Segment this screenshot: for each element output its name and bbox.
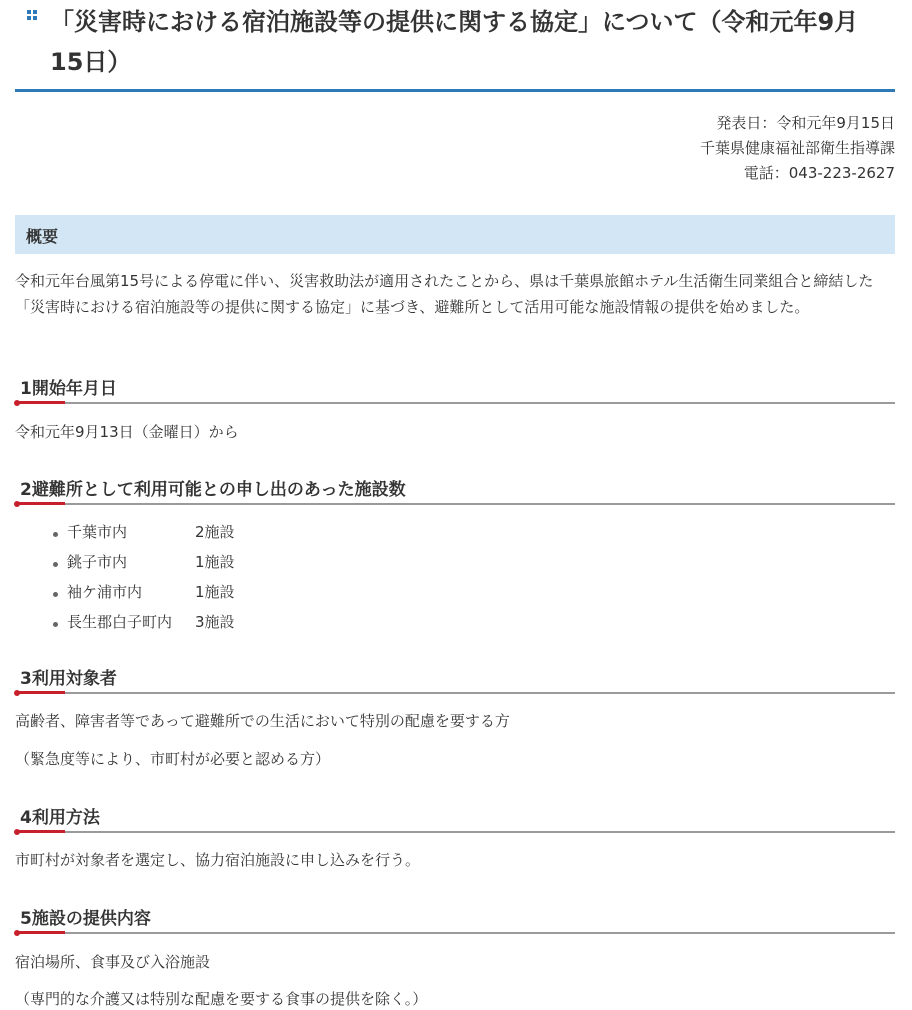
section-heading-eligible-users xyxy=(15,664,895,694)
usage-method-text: 市町村が対象者を選定し、協力宿泊施設に申し込みを行う。 xyxy=(15,851,421,869)
department-name: 千葉県健康福祉部衛生指導課 xyxy=(699,139,895,157)
eligible-users-text: 高齢者、障害者等であって避難所での生活において特別の配慮を要する方 xyxy=(15,712,510,730)
bullet-icon xyxy=(53,592,58,597)
title-block xyxy=(15,0,895,92)
phone-number: 電話：043-223-2627 xyxy=(743,164,895,182)
section-heading-label: 4利用方法 xyxy=(20,808,100,828)
section-heading-label: 5施設の提供内容 xyxy=(20,909,151,929)
bullet-icon xyxy=(53,622,58,627)
grid-icon xyxy=(27,10,37,20)
heading-accent xyxy=(15,691,65,694)
heading-accent xyxy=(15,502,65,505)
provided-services-note: （専門的な介護又は特別な配慮を要する食事の提供を除く。） xyxy=(15,990,428,1008)
section-heading-label: 3利用対象者 xyxy=(20,669,117,689)
facility-area: 長生郡白子町内 xyxy=(67,613,173,631)
heading-dot xyxy=(14,690,20,696)
bullet-icon xyxy=(53,532,58,537)
overview-heading xyxy=(15,215,895,254)
heading-rule xyxy=(15,932,895,934)
section-heading-provided-services xyxy=(15,904,895,934)
facility-area: 銚子市内 xyxy=(67,553,128,571)
heading-rule xyxy=(15,692,895,694)
section-heading-label: 2避難所として利用可能との申し出のあった施設数 xyxy=(20,480,406,500)
heading-dot xyxy=(14,829,20,835)
article xyxy=(15,0,895,1008)
overview-text: 令和元年台風第15号による停電に伴い、災害救助法が適用されたことから、県は千葉県旅館ホテル生活衛生同業組合と締結した「災害時における宿泊施設等の提供に関する協定」に基づき、避難所として活用可能な施設情報の提供を始めました。 xyxy=(15,272,874,316)
facility-area: 袖ケ浦市内 xyxy=(67,583,143,601)
section-heading-start-date xyxy=(15,374,895,404)
heading-rule xyxy=(15,503,895,505)
heading-accent xyxy=(15,401,65,404)
heading-dot xyxy=(14,400,20,406)
heading-rule xyxy=(15,402,895,404)
heading-dot xyxy=(14,501,20,507)
heading-rule xyxy=(15,831,895,833)
facility-count: 3施設 xyxy=(195,613,235,631)
heading-accent xyxy=(15,931,65,934)
section-heading-facility-count xyxy=(15,475,895,505)
start-date-text: 令和元年9月13日（金曜日）から xyxy=(15,423,239,441)
facility-area: 千葉市内 xyxy=(67,523,128,541)
announcement-date: 発表日：令和元年9月15日 xyxy=(716,114,895,132)
facility-count: 1施設 xyxy=(195,553,235,571)
provided-services-text: 宿泊場所、食事及び入浴施設 xyxy=(15,953,211,971)
heading-accent xyxy=(15,830,65,833)
eligible-users-note: （緊急度等により、市町村が必要と認める方） xyxy=(15,750,331,768)
section-heading-label: 1開始年月日 xyxy=(20,379,117,399)
section-heading-usage-method xyxy=(15,803,895,833)
overview-heading-label: 概要 xyxy=(26,227,59,246)
heading-dot xyxy=(14,930,20,936)
page-title: 「災害時における宿泊施設等の提供に関する協定」について（令和元年9月15日） xyxy=(50,8,859,76)
announcement-meta xyxy=(700,111,895,186)
facility-count: 1施設 xyxy=(195,583,235,601)
facility-count: 2施設 xyxy=(195,523,235,541)
bullet-icon xyxy=(53,562,58,567)
